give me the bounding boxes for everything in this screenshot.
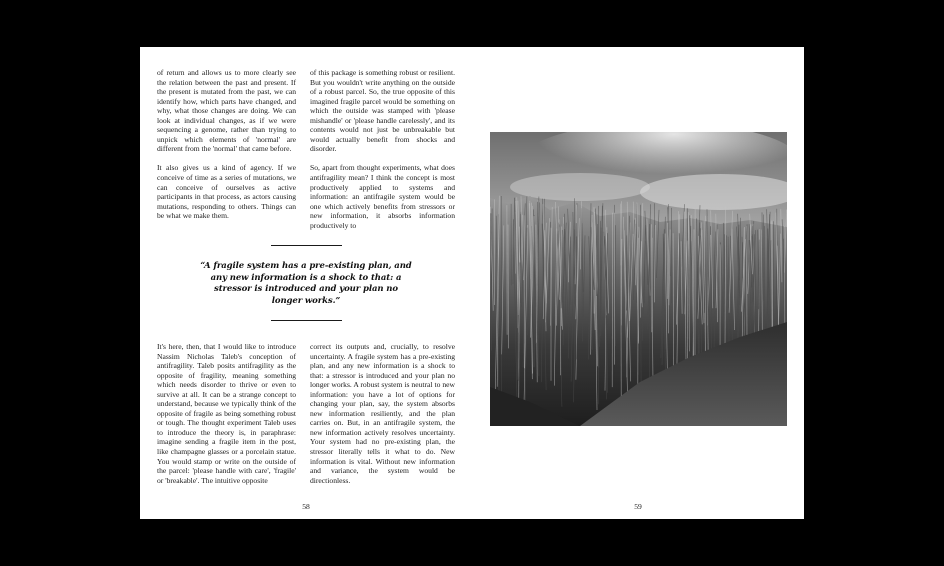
pull-quote: “A fragile system has a pre-existing plan, and any new information is a shock to that: a stressor is introduced and your plan no longer works.”: [200, 261, 412, 307]
left-column-top: [157, 68, 296, 221]
right-column-top: [310, 68, 455, 230]
page-number-left: 58: [302, 502, 310, 511]
right-page: [472, 47, 804, 519]
paragraph: It also gives us a kind of agency. If we conceive of time as a series of mutations, we can conceive of ourselves as active participants in that process, as actors causing mutations, responding to others. Things can be what we make them.: [157, 163, 296, 221]
paragraph: So, apart from thought experiments, what does antifragility mean? I think the concept is most productively applied to systems and information: an antifragile system would be one which actively benefits from stressors or new information, it absorbs information productively to: [310, 163, 455, 230]
tall-grass-field-photo: [490, 132, 787, 426]
paragraph: of this package is something robust or resilient. But you wouldn't write anything on the outside of a robust parcel. So, the true opposite of this imagined fragile parcel would be something on which the outside was stamped with 'please mishandle' or 'please handle carelessly', and its contents would not just be unbreakable but would actually benefit from shocks and disorder.: [310, 68, 455, 154]
left-column-bottom: [157, 342, 296, 485]
paragraph: correct its outputs and, crucially, to resolve uncertainty. A fragile system has a pre-existing plan, and any new information is a shock to that: a stressor is introduced and your plan no longer works. A robust system is neutral to new information: you have a lot of options for changing your plan, say, the system absorbs new information resiliently, and the plan carries on. But, in an antifragile system, the new information actively resolves uncertainty. Your system had no pre-existing plan, the stressor literally tells it what to do. New information is vital. Without new information and variance, the system would be directionless.: [310, 342, 455, 485]
pull-quote-rule-top: [271, 245, 342, 246]
left-page: [140, 47, 472, 519]
magazine-spread: [140, 47, 804, 519]
pull-quote-rule-bottom: [271, 320, 342, 321]
paragraph: It's here, then, that I would like to introduce Nassim Nicholas Taleb's conception of antifragility. Taleb posits antifragility as the opposite of fragility, meaning something which needs disorder to thrive or even to survive at all. It can be a strange concept to understand, because we typically think of the opposite of fragile as being something robust or tough. The thought experiment Taleb uses to introduce the theory is, in paraphrase: imagine sending a fragile item in the post, like champagne glasses or a porcelain statue. You would stamp or write on the outside of the parcel: 'please handle with care', 'fragile' or 'breakable'. The intuitive opposite: [157, 342, 296, 485]
page-number-right: 59: [634, 502, 642, 511]
paragraph: of return and allows us to more clearly see the relation between the past and present. If the present is mutated from the past, we can identify how, which parts have changed, and why, what those changes are doing. We can look at individual changes, as if we were sequencing a genome, rather than trying to unpick which elements of 'normal' are different from the 'normal' that came before.: [157, 68, 296, 154]
right-column-bottom: [310, 342, 455, 485]
